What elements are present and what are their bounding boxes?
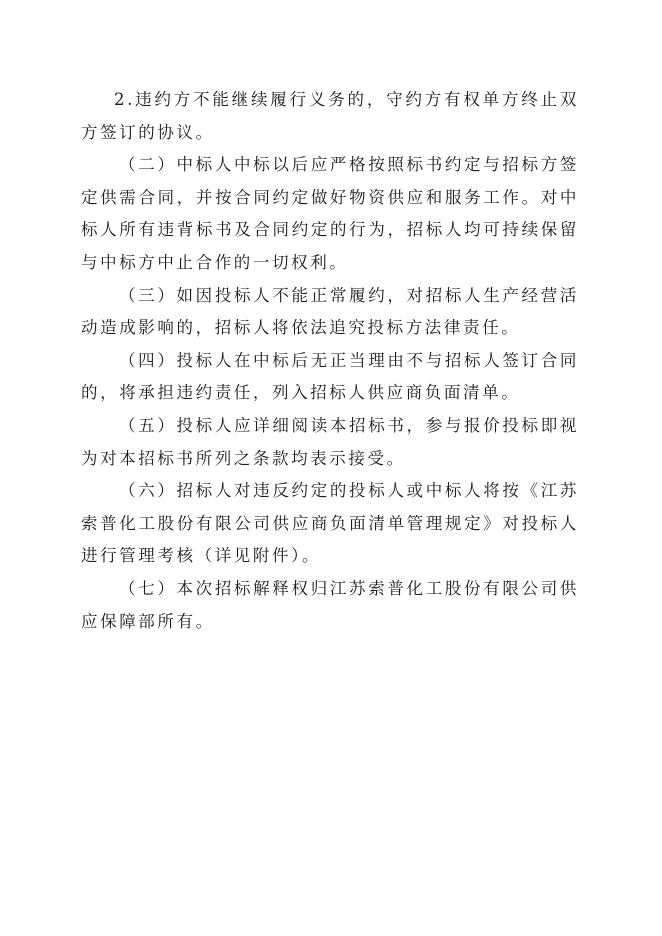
document-page xyxy=(81,84,579,638)
clause-5-acceptance: （五）投标人应详细阅读本招标书，参与报价投标即视为对本招标书所列之条款均表示接受。 xyxy=(81,415,579,468)
clause-2-winning-bidder-contract: （二）中标人中标以后应严格按照标书约定与招标方签定供需合同，并按合同约定做好物资供应和服务工作。对中标人所有违背标书及合同约定的行为，招标人均可持续保留与中标方中止合作的一切权利。 xyxy=(81,155,579,272)
clause-2-breach-termination: 2.违约方不能继续履行义务的，守约方有权单方终止双方签订的协议。 xyxy=(81,90,579,142)
clause-6-negative-list: （六）招标人对违反约定的投标人或中标人将按《江苏索普化工股份有限公司供应商负面清单管理规定》对投标人进行管理考核（详见附件）。 xyxy=(81,481,579,566)
clause-4-refusal-to-sign: （四）投标人在中标后无正当理由不与招标人签订合同的，将承担违约责任，列入招标人供应商负面清单。 xyxy=(81,350,579,403)
clause-3-legal-liability: （三）如因投标人不能正常履约，对招标人生产经营活动造成影响的，招标人将依法追究投标方法律责任。 xyxy=(81,285,579,338)
clause-7-interpretation-right: （七）本次招标解释权归江苏索普化工股份有限公司供应保障部所有。 xyxy=(81,578,579,631)
